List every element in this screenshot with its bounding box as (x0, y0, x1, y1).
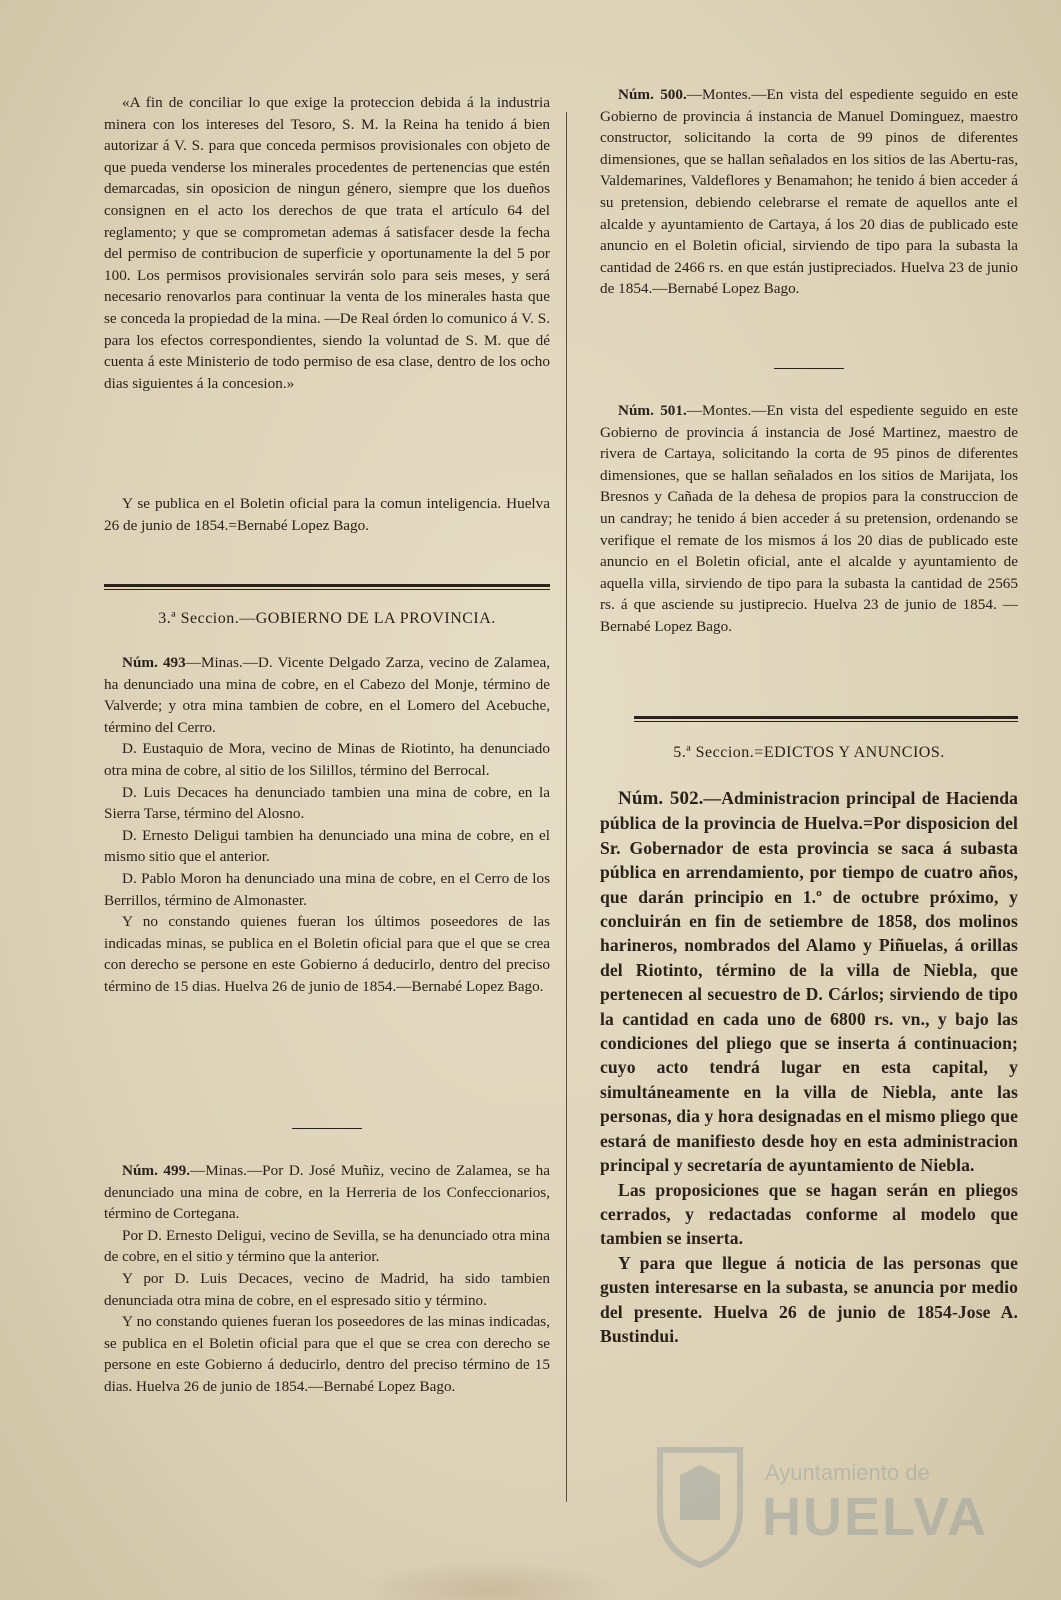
notice-501-text: —Montes.—En vista del espediente seguido en este Gobierno de provincia á instancia de José Martinez, maestro de rivera de Cartaya, solicitando la corta de 95 pinos de diferentes dimensiones, que se hallan señalados en los sitios de Marijata, los Bresnos y Cañada de la dehesa de propios para la construccion de un candray; he tenido á bien acceder á su pretension, ordenando se verifique el remate de los mismos á los 20 dias de publicado este anuncio en el Boletin oficial, ante el alcalde y ayuntamiento de aquella villa, sirviendo de tipo para la subasta la cantidad de 2565 rs. á que asciende su justiprecio. Huelva 23 de junio de 1854. —Bernabé Lopez Bago. (600, 402, 1018, 635)
watermark-line-1: Ayuntamiento de (765, 1460, 930, 1485)
notice-499 (104, 1160, 550, 1398)
royal-order-publication: Y se publica en el Boletin oficial para la comun inteligencia. Huelva 26 de junio de 1854.=Bernabé Lopez Bago. (104, 495, 550, 534)
section-3-heading: 3.ª Seccion.—GOBIERNO DE LA PROVINCIA. (158, 610, 496, 627)
notice-499-para-2: Por D. Ernesto Deligui, vecino de Sevilla, se ha denunciado otra mina de cobre, en el sitio y término que la anterior. (104, 1226, 550, 1266)
notice-493-lead: —Minas.—D. Vicente Delgado Zarza, vecino de Zalamea, ha denunciado una mina de cobre, en el Cabezo del Monje, término de Valverde; y otra mina tambien de cobre, en el Lomero del Acebuche, término del Cerro. (104, 654, 550, 736)
column-divider (566, 112, 567, 1502)
notice-divider (292, 1128, 362, 1129)
notice-493-para-4: D. Ernesto Deligui tambien ha denunciado una mina de cobre, en el mismo sitio que el anterior. (104, 826, 550, 866)
notice-493 (104, 652, 550, 998)
coat-of-arms-icon (650, 1440, 750, 1570)
watermark-line-2: HUELVA (762, 1487, 988, 1547)
notice-493-para-5: D. Pablo Moron ha denunciado una mina de cobre, en el Cerro de los Berrillos, término de Almonaster. (104, 869, 550, 909)
section-divider (104, 584, 550, 590)
notice-502 (600, 786, 1018, 1348)
notice-502-para-3: Y para que llegue á noticia de las personas que gusten interesarse en la subasta, se anuncia por medio del presente. Huelva 26 de junio de 1854-Jose A. Bustindui. (600, 1252, 1018, 1346)
notice-500-number: Núm. 500. (618, 86, 687, 103)
section-5-heading: 5.ª Seccion.=EDICTOS Y ANUNCIOS. (673, 744, 945, 761)
huelva-watermark (650, 1440, 1010, 1580)
notice-502-number: Núm. 502. (618, 788, 704, 809)
notice-501-number: Núm. 501. (618, 402, 687, 419)
notice-493-para-6: Y no constando quienes fueran los últimos poseedores de las indicadas minas, se publica en el Boletin oficial para que el que se crea con derecho se persone en este Gobierno á deducirlo, dentro del preciso término de 15 dias. Huelva 26 de junio de 1854.—Bernabé Lopez Bago. (104, 913, 550, 995)
section-divider (634, 716, 1018, 722)
notice-499-number: Núm. 499. (122, 1162, 191, 1179)
notice-502-para-1: —Administracion principal de Hacienda pública de la provincia de Huelva.=Por disposicion del Sr. Gobernador de esta provincia se saca á subasta pública en arrendamiento, por tiempo de cuatro años, que darán principio en 1.º de octubre próximo, y concluirán en fin de setiembre de 1858, dos molinos harineros, nombrados del Alamo y Piñuelas, á orillas del Riotinto, término de la villa de Niebla, que pertenecen al secuestro de D. Cárlos; sirviendo de tipo la cantidad en cada uno de 6800 rs. vn., y bajo las condiciones del pliego que se inserta á continuacion; cuyo acto tendrá lugar en esta capital, y simultáneamente en la villa de Niebla, ante las personas, dia y hora designadas en el mismo pliego que estará de manifiesto desde hoy en esta administracion principal y secretaría de ayuntamiento de Niebla. (600, 788, 1018, 1176)
notice-501 (600, 400, 1018, 638)
notice-493-para-3: D. Luis Decaces ha denunciado tambien una mina de cobre, en la Sierra Tarse, término del Alosno. (104, 783, 550, 823)
notice-divider (774, 368, 844, 369)
notice-493-number: Núm. 493 (122, 654, 186, 671)
paper-stain (360, 1560, 620, 1600)
royal-order-text: «A fin de conciliar lo que exige la proteccion debida á la industria minera con los intereses del Tesoro, S. M. la Reina ha tenido á bien autorizar á V. S. para que conceda permisos provisionales con objeto de que pueda venderse los minerales procedentes de pertenencias que estén demarcadas, sin oposicion de ningun género, siempre que los dueños consignen en el acto los derechos de que trata el artículo 64 del reglamento; y que se comprometan ademas á satisfacer desde la fecha del permiso de contribucion de superficie y oportunamente la del 5 por 100. Los permisos provisionales servirán solo para seis meses, y será necesario renovarlos para continuar la venta de los minerales hasta que se conceda la propiedad de la mina. —De Real órden lo comunico á V. S. para los efectos correspondientes, siendo la voluntad de S. M. que dé cuenta á este Ministerio de todo permiso de esa clase, dentro de los ocho dias siguientes á la concesion.» (104, 94, 550, 392)
notice-499-lead: —Minas.—Por D. José Muñiz, vecino de Zalamea, se ha denunciado una mina de cobre, en la Herreria de los Confeccionarios, término de Cortegana. (104, 1162, 550, 1223)
notice-499-para-3: Y por D. Luis Decaces, vecino de Madrid, ha sido tambien denunciada otra mina de cobre, en el espresado sitio y término. (104, 1269, 550, 1309)
notice-493-para-2: D. Eustaquio de Mora, vecino de Minas de Riotinto, ha denunciado otra mina de cobre, al sitio de los Silillos, término del Berrocal. (104, 740, 550, 779)
notice-500-text: —Montes.—En vista del espediente seguido en este Gobierno de provincia á instancia de Manuel Dominguez, maestro constructor, solicitando la corta de 99 pinos de diferentes dimensiones, que se hallan señalados en los sitios de las Abertu-ras, Valdemarines, Valdeflores y Benamahon; he tenido á bien acceder á su pretension, debiendo celebrarse el remate de aquellos ante el alcalde y ayuntamiento de Cartaya, á los 20 dias de publicado este anuncio en el Boletin oficial, sirviendo de tipo para la subasta la cantidad de 2466 rs. en que están justipreciados. Huelva 23 de junio de 1854.—Bernabé Lopez Bago. (600, 86, 1018, 298)
notice-502-para-2: Las proposiciones que se hagan serán en pliegos cerrados, y redactadas conforme al modelo que tambien se inserta. (600, 1179, 1018, 1249)
notice-499-para-4: Y no constando quienes fueran los poseedores de las minas indicadas, se publica en el Boletin oficial para que el que se crea con derecho se persone en este Gobierno á deducirlo, dentro del preciso término de 15 dias. Huelva 26 de junio de 1854.—Bernabé Lopez Bago. (104, 1313, 550, 1395)
notice-500 (600, 84, 1018, 300)
